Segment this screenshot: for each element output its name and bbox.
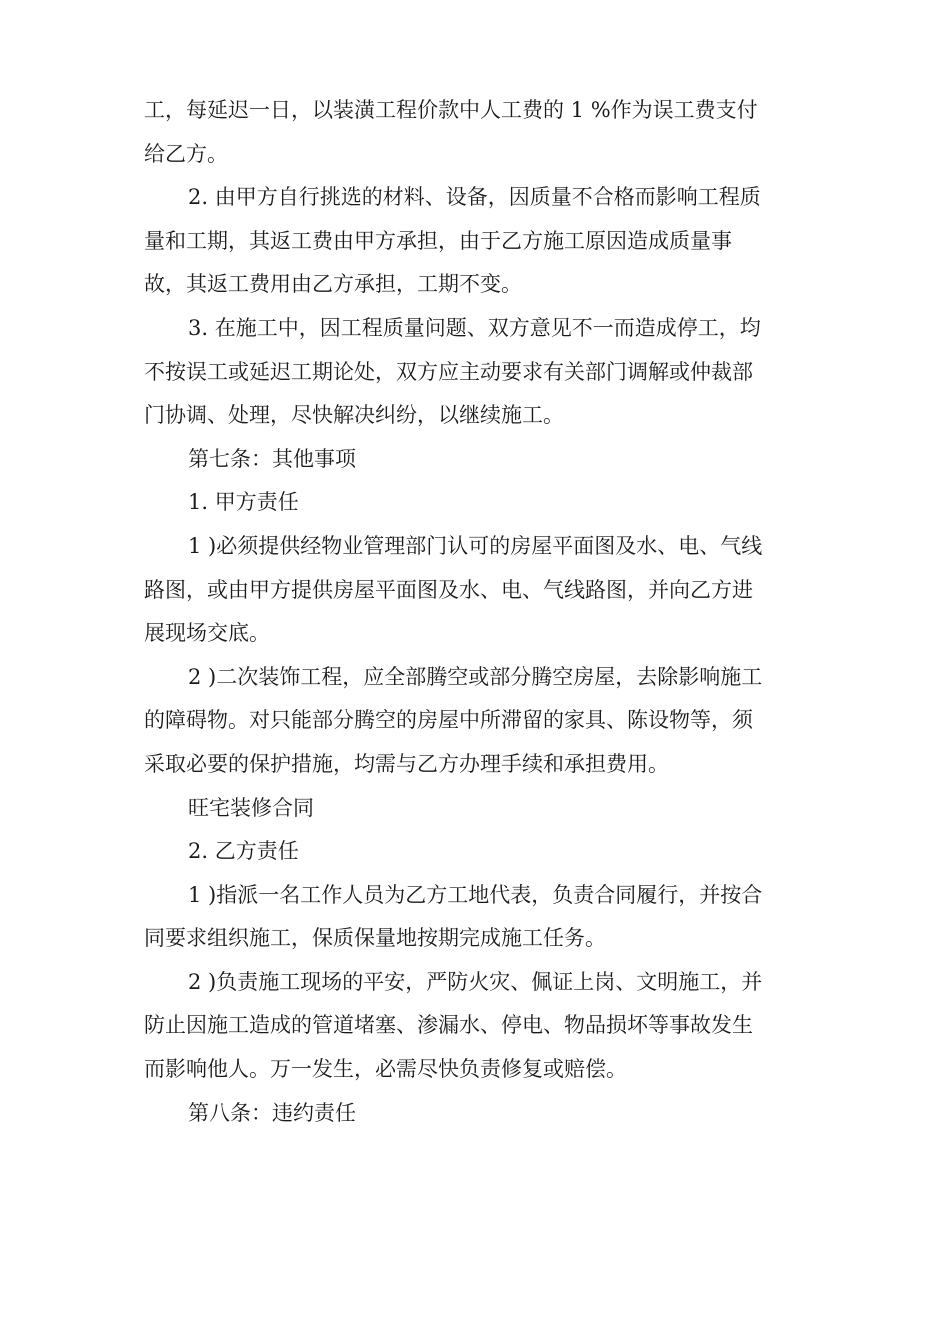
text-line: 3. 在施工中，因工程质量问题、双方意见不一而造成停工，均 [188, 315, 761, 340]
text-line: 路图，或由甲方提供房屋平面图及水、电、气线路图，并向乙方进 [144, 577, 753, 602]
text-line: 1 )指派一名工作人员为乙方工地代表，负责合同履行，并按合 [188, 882, 763, 907]
text-line: 2. 由甲方自行挑选的材料、设备，因质量不合格而影响工程质 [188, 185, 761, 210]
section-heading: 第七条：其他事项 [188, 446, 356, 471]
interjected-title: 旺宅装修合同 [188, 795, 314, 820]
text-line: 工，每延迟一日，以装潢工程价款中人工费的 1 %作为误工费支付 [144, 98, 758, 122]
text-line: 门协调、处理，尽快解决纠纷，以继续施工。 [144, 403, 564, 428]
text-line: 量和工期，其返工费由甲方承担，由于乙方施工原因造成质量事 [144, 228, 732, 253]
text-line: 防止因施工造成的管道堵塞、渗漏水、停电、物品损坏等事故发生 [144, 1013, 753, 1038]
section-heading: 第八条：违约责任 [188, 1100, 356, 1125]
text-line: 采取必要的保护措施，均需与乙方办理手续和承担费用。 [144, 751, 669, 776]
subsection-heading: 2. 乙方责任 [188, 839, 299, 864]
text-line: 的障碍物。对只能部分腾空的房屋中所滞留的家具、陈设物等，须 [144, 708, 753, 733]
text-line: 同要求组织施工，保质保量地按期完成施工任务。 [144, 926, 606, 951]
text-line: 故，其返工费用由乙方承担，工期不变。 [144, 272, 522, 297]
text-line: 1 )必须提供经物业管理部门认可的房屋平面图及水、电、气线 [188, 533, 763, 558]
text-line: 不按误工或延迟工期论处，双方应主动要求有关部门调解或仲裁部 [144, 359, 753, 384]
text-line: 而影响他人。万一发生，必需尽快负责修复或赔偿。 [144, 1057, 627, 1082]
text-line: 展现场交底。 [144, 621, 270, 646]
text-line: 2 )二次装饰工程，应全部腾空或部分腾空房屋，去除影响施工 [188, 664, 763, 689]
subsection-heading: 1. 甲方责任 [188, 490, 299, 515]
text-line: 给乙方。 [144, 141, 228, 166]
text-line: 2 )负责施工现场的平安，严防火灾、佩证上岗、文明施工，并 [188, 969, 763, 994]
document-body [144, 89, 808, 1135]
